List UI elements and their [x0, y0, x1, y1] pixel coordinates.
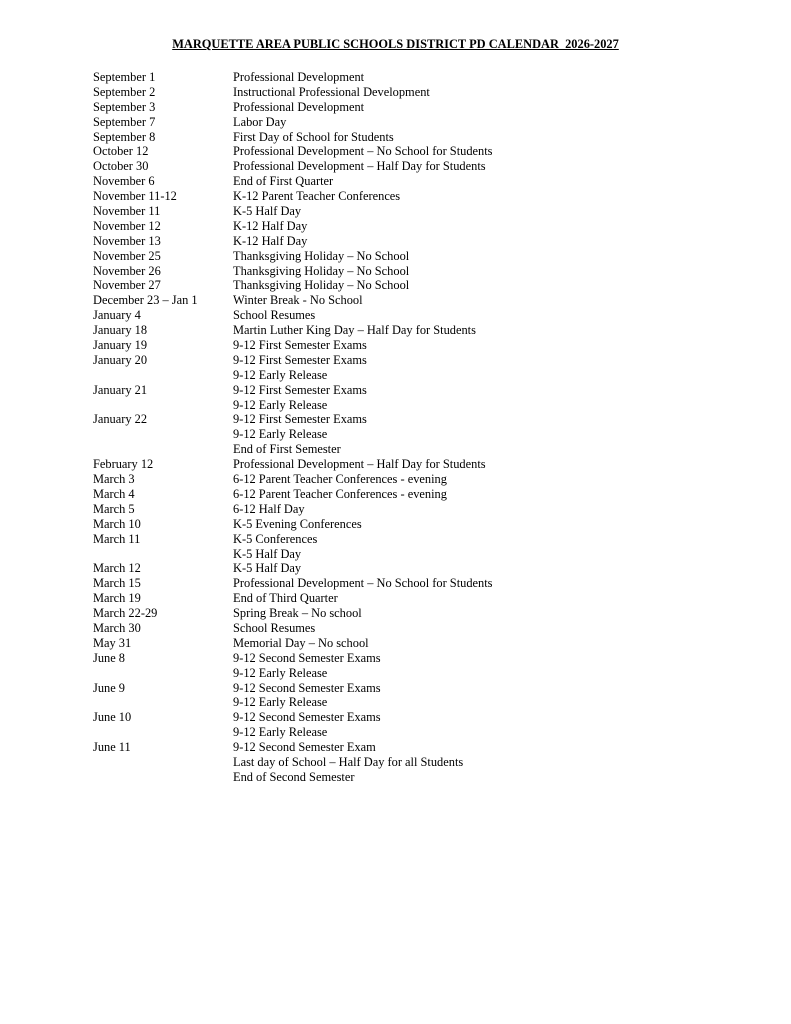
calendar-date: January 20 [93, 352, 148, 367]
calendar-row [93, 338, 753, 353]
calendar-row [93, 621, 753, 636]
calendar-date: September 8 [93, 129, 156, 144]
calendar-event: 9-12 Early Release [233, 397, 328, 412]
calendar-row [93, 130, 753, 145]
calendar-row [93, 651, 753, 666]
calendar-event: K-12 Parent Teacher Conferences [233, 189, 401, 204]
calendar-row [93, 487, 753, 502]
calendar-row [93, 204, 753, 219]
calendar-row [93, 427, 753, 442]
calendar-row [93, 115, 753, 130]
calendar-event: Winter Break - No School [233, 293, 363, 308]
calendar-row [93, 606, 753, 621]
calendar-row [93, 70, 753, 85]
calendar-date: November 13 [93, 233, 161, 248]
calendar-date: November 6 [93, 174, 155, 189]
calendar-row [93, 532, 753, 547]
calendar-date [93, 725, 233, 740]
calendar-event: Memorial Day – No school [233, 635, 369, 650]
calendar-date: November 11-12 [93, 189, 177, 204]
calendar-date: September 2 [93, 84, 156, 99]
calendar-event: Thanksgiving Holiday – No School [233, 278, 410, 293]
calendar-event: 9-12 Early Release [233, 695, 328, 710]
calendar-date: March 3 [93, 472, 135, 487]
calendar-event: End of First Quarter [233, 174, 334, 189]
calendar-event: K-5 Evening Conferences [233, 516, 362, 531]
calendar-event: K-5 Half Day [233, 546, 302, 561]
calendar-event: Last day of School – Half Day for all Students [233, 754, 464, 769]
calendar-event: 9-12 Second Semester Exam [233, 740, 376, 755]
calendar-event: K-12 Half Day [233, 233, 308, 248]
calendar-date: March 15 [93, 576, 141, 591]
calendar-date: September 7 [93, 114, 156, 129]
calendar-event: 9-12 Early Release [233, 427, 328, 442]
calendar-date: January 22 [93, 412, 148, 427]
calendar-event: 9-12 Second Semester Exams [233, 650, 381, 665]
calendar-event: Professional Development – No School for Students [233, 144, 493, 159]
calendar-event: 9-12 First Semester Exams [233, 412, 367, 427]
calendar-row [93, 159, 753, 174]
calendar-row [93, 666, 753, 681]
calendar-row [93, 412, 753, 427]
calendar-row [93, 591, 753, 606]
calendar-event: 9-12 First Semester Exams [233, 352, 367, 367]
calendar-date: September 3 [93, 99, 156, 114]
calendar-date [93, 427, 233, 442]
calendar-date: November 25 [93, 248, 161, 263]
calendar-date: January 4 [93, 308, 141, 323]
calendar-date: March 30 [93, 620, 141, 635]
calendar-date [93, 442, 233, 457]
calendar-event: First Day of School for Students [233, 129, 394, 144]
calendar-row [93, 234, 753, 249]
calendar-date: March 19 [93, 591, 141, 606]
calendar-event: 9-12 Second Semester Exams [233, 680, 381, 695]
calendar-date: February 12 [93, 457, 154, 472]
calendar-row [93, 547, 753, 562]
calendar-event: 9-12 First Semester Exams [233, 338, 367, 353]
calendar-event: 9-12 Second Semester Exams [233, 710, 381, 725]
calendar-date: June 9 [93, 680, 126, 695]
calendar-date: June 8 [93, 650, 126, 665]
calendar-event: End of Second Semester [233, 769, 355, 784]
calendar-row [93, 264, 753, 279]
calendar-date: October 12 [93, 144, 149, 159]
calendar-event: Professional Development – Half Day for Students [233, 159, 486, 174]
calendar-date: January 18 [93, 323, 148, 338]
calendar-row [93, 636, 753, 651]
calendar-row [93, 472, 753, 487]
calendar-date: March 22-29 [93, 606, 158, 621]
calendar-event: 9-12 Early Release [233, 665, 328, 680]
calendar-event: Thanksgiving Holiday – No School [233, 263, 410, 278]
calendar-event: 9-12 Early Release [233, 367, 328, 382]
calendar-event: 6-12 Half Day [233, 501, 305, 516]
calendar-row [93, 442, 753, 457]
calendar-date [93, 398, 233, 413]
calendar-list [93, 70, 753, 785]
calendar-row [93, 368, 753, 383]
calendar-row [93, 457, 753, 472]
calendar-row [93, 100, 753, 115]
calendar-event: Thanksgiving Holiday – No School [233, 248, 410, 263]
calendar-row [93, 219, 753, 234]
calendar-date: March 12 [93, 561, 141, 576]
calendar-event: K-5 Half Day [233, 561, 302, 576]
calendar-row [93, 561, 753, 576]
calendar-event: Professional Development [233, 99, 365, 114]
calendar-date [93, 755, 233, 770]
calendar-event: Professional Development – No School for Students [233, 576, 493, 591]
calendar-row [93, 249, 753, 264]
calendar-row [93, 278, 753, 293]
calendar-date: March 10 [93, 516, 141, 531]
calendar-row [93, 725, 753, 740]
calendar-event: 6-12 Parent Teacher Conferences - evening [233, 472, 447, 487]
calendar-date: November 27 [93, 278, 161, 293]
calendar-date [93, 666, 233, 681]
calendar-event: K-5 Half Day [233, 204, 302, 219]
calendar-row [93, 174, 753, 189]
calendar-event: K-5 Conferences [233, 531, 318, 546]
calendar-row [93, 383, 753, 398]
calendar-event: 9-12 Early Release [233, 725, 328, 740]
calendar-row [93, 85, 753, 100]
calendar-date [93, 770, 233, 785]
calendar-date [93, 368, 233, 383]
calendar-event: End of Third Quarter [233, 591, 338, 606]
calendar-row [93, 755, 753, 770]
calendar-date: January 21 [93, 382, 148, 397]
calendar-event: Instructional Professional Development [233, 84, 430, 99]
calendar-event: K-12 Half Day [233, 218, 308, 233]
page-title: MARQUETTE AREA PUBLIC SCHOOLS DISTRICT PD CALENDAR 2026-2027 [172, 37, 619, 51]
calendar-date: June 11 [93, 740, 131, 755]
calendar-date: March 4 [93, 486, 135, 501]
calendar-date: March 11 [93, 531, 141, 546]
calendar-row [93, 710, 753, 725]
calendar-event: School Resumes [233, 620, 316, 635]
calendar-event: School Resumes [233, 308, 316, 323]
calendar-date: January 19 [93, 338, 148, 353]
calendar-event: Spring Break – No school [233, 606, 362, 621]
calendar-date: September 1 [93, 70, 156, 84]
calendar-event: Martin Luther King Day – Half Day for Students [233, 323, 476, 338]
calendar-row [93, 353, 753, 368]
calendar-event: 9-12 First Semester Exams [233, 382, 367, 397]
calendar-row [93, 517, 753, 532]
calendar-row [93, 308, 753, 323]
calendar-date [93, 695, 233, 710]
calendar-event: Labor Day [233, 114, 287, 129]
calendar-event: Professional Development [233, 70, 365, 84]
calendar-row [93, 323, 753, 338]
calendar-date: November 11 [93, 204, 161, 219]
calendar-row [93, 189, 753, 204]
calendar-row [93, 144, 753, 159]
calendar-row [93, 695, 753, 710]
calendar-date: March 5 [93, 501, 135, 516]
calendar-row [93, 502, 753, 517]
calendar-event: End of First Semester [233, 442, 341, 457]
calendar-date: December 23 – Jan 1 [93, 293, 198, 308]
calendar-date [93, 547, 233, 562]
calendar-event: 6-12 Parent Teacher Conferences - evening [233, 486, 447, 501]
calendar-row [93, 398, 753, 413]
calendar-row [93, 576, 753, 591]
calendar-event: Professional Development – Half Day for Students [233, 457, 486, 472]
calendar-row [93, 770, 753, 785]
calendar-row [93, 740, 753, 755]
calendar-date: November 12 [93, 218, 161, 233]
calendar-row [93, 293, 753, 308]
calendar-date: June 10 [93, 710, 132, 725]
calendar-date: November 26 [93, 263, 161, 278]
calendar-date: October 30 [93, 159, 149, 174]
calendar-row [93, 681, 753, 696]
calendar-date: May 31 [93, 635, 132, 650]
